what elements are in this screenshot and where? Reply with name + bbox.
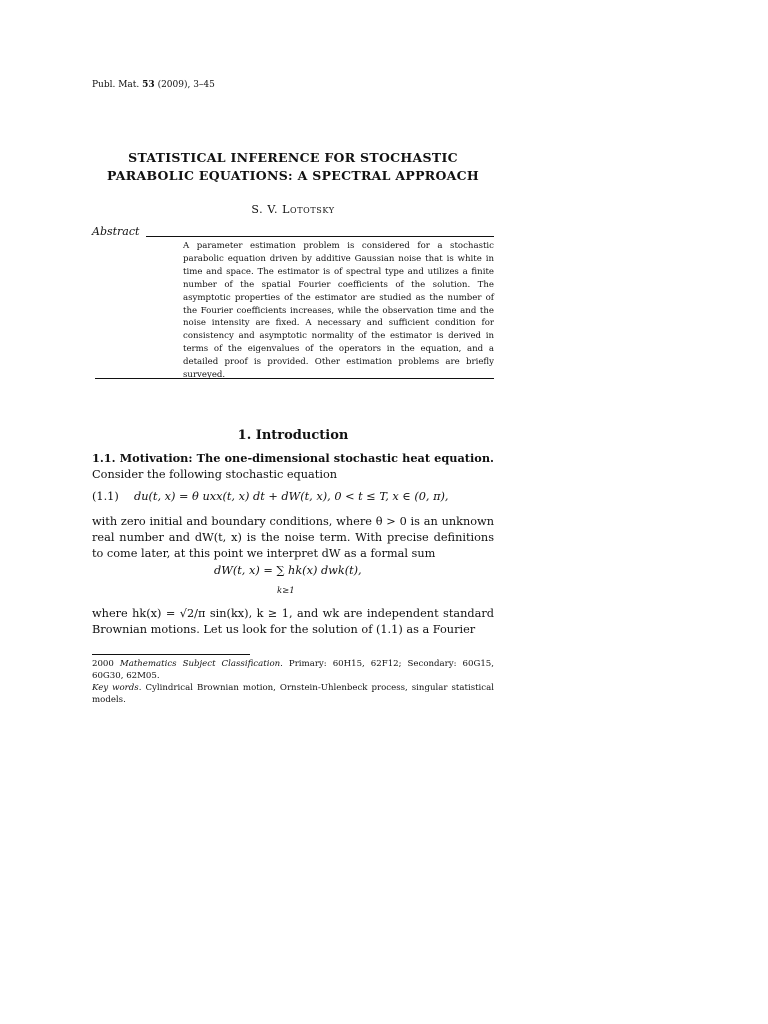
paper-title <box>60 149 526 185</box>
journal-year-pages: (2009), 3–45 <box>157 80 215 90</box>
footnote-rule <box>92 654 250 655</box>
keywords-line <box>92 682 494 706</box>
author-name: S. V. Lototsky <box>251 203 335 216</box>
subsection-lead: Consider the following stochastic equation <box>92 468 338 481</box>
abstract-rule-bottom <box>95 378 494 379</box>
keywords-text: Cylindrical Brownian motion, Ornstein-Uhlenbeck process, singular statistical models. <box>92 683 494 705</box>
keywords-label: Key words. <box>92 683 142 693</box>
footnote <box>92 658 494 706</box>
abstract-rule-top <box>146 236 494 237</box>
paper-title-line-1: STATISTICAL INFERENCE FOR STOCHASTIC <box>128 150 458 165</box>
section-title: 1. Introduction <box>237 428 349 443</box>
body-paragraph-3: where hk(x) = √2/π sin(kx), k ≥ 1, and wk are independent standard Brownian motions. Let us look for the solution of (1.1) as a Fourier <box>92 607 494 636</box>
abstract-text: A parameter estimation problem is considered for a stochastic parabolic equation driven by additive Gaussian noise that is white in time and space. The estimator is of spectral type and utilizes a finite number of the spatial Fourier coefficients of the solution. The asymptotic properties of the estimator are studied as the number of the Fourier coefficients increases, while the observation time and the noise intensity are fixed. A necessary and sufficient condition for consistency and asymptotic normality of the estimator is derived in terms of the eigenvalues of the operators in the equation, and a detailed proof is provided. Other estimation problems are briefly surveyed. <box>183 241 494 381</box>
journal-name: Publ. Mat. <box>92 80 140 90</box>
subsection-heading: 1.1. Motivation: The one-dimensional stochastic heat equation. <box>92 451 494 465</box>
journal-volume: 53 <box>142 80 155 90</box>
journal-reference <box>92 80 215 90</box>
display-equation: dW(t, x) = ∑ hk(x) dwk(t), <box>214 564 362 577</box>
body-paragraph-2: with zero initial and boundary conditions, where θ > 0 is an unknown real number and dW(t, x) is the noise term. With precise definitions to come later, at this point we interpret dW as a formal sum <box>92 515 494 560</box>
msc-line <box>92 658 494 682</box>
msc-label: Mathematics Subject Classification. <box>119 659 283 669</box>
msc-codes: Primary: 60H15, 62F12; Secondary: 60G15, 60G30, 62M05. <box>92 659 494 681</box>
paper-title-line-2: PARABOLIC EQUATIONS: A SPECTRAL APPROACH <box>106 168 479 183</box>
msc-year: 2000 <box>92 659 114 669</box>
equation-body: du(t, x) = θ uxx(t, x) dt + dW(t, x), 0 < t ≤ T, x ∈ (0, π), <box>134 490 449 503</box>
equation-number: (1.1) <box>92 490 119 503</box>
abstract-label: Abstract <box>92 225 140 238</box>
subsection-paragraph <box>92 450 494 483</box>
display-equation-subscript: k≥1 <box>277 586 295 596</box>
